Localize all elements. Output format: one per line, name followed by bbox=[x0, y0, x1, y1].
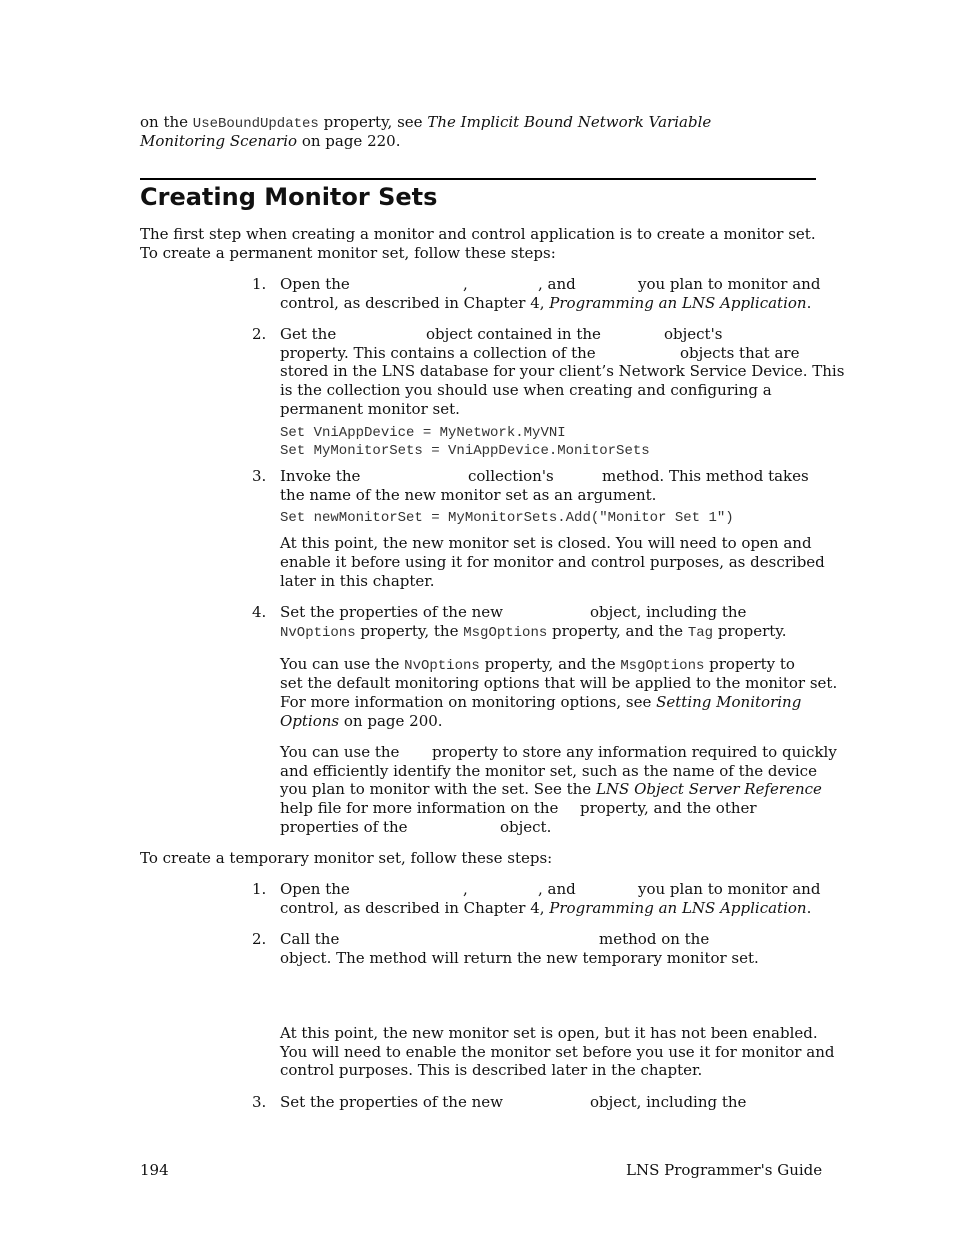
code-inline: NvOptions bbox=[404, 658, 480, 674]
intro-line-2 bbox=[140, 132, 400, 151]
step-text-line bbox=[280, 780, 822, 799]
text-fragment: property, see bbox=[318, 113, 428, 131]
page-number: 194 bbox=[140, 1161, 169, 1179]
reference-title: The Implicit Bound Network Variable bbox=[427, 113, 712, 131]
reference-title: Programming an LNS Application bbox=[549, 899, 807, 917]
step-text: , and bbox=[538, 275, 576, 293]
code-line: Set VniAppDevice = MyNetwork.MyVNI bbox=[280, 425, 566, 441]
step-text: property to store any information required to quickly bbox=[432, 743, 837, 761]
step-text: control purposes. This is described later in the chapter. bbox=[280, 1061, 703, 1079]
text-fragment: For more information on monitoring options, see bbox=[280, 693, 657, 711]
code-inline: MsgOptions bbox=[620, 658, 705, 674]
step-text: Invoke the bbox=[280, 467, 361, 485]
step-text: object. The method will return the new temporary monitor set. bbox=[280, 949, 759, 967]
step-text: Open the bbox=[280, 275, 350, 293]
text-fragment: property to bbox=[704, 655, 795, 673]
paragraph-line: The first step when creating a monitor and control application is to create a monitor set. bbox=[140, 225, 816, 243]
step-text-line bbox=[280, 712, 443, 731]
footer-title: LNS Programmer's Guide bbox=[626, 1161, 823, 1179]
text-fragment: property. bbox=[713, 622, 787, 640]
reference-title: LNS Object Server Reference bbox=[595, 780, 822, 798]
step-text: object contained in the bbox=[426, 325, 601, 343]
step-text-line bbox=[280, 655, 795, 676]
text-fragment: control, as described in Chapter 4, bbox=[280, 899, 550, 917]
text-fragment: property, the bbox=[355, 622, 464, 640]
step-text: object, including the bbox=[590, 1093, 747, 1111]
reference-title: Monitoring Scenario bbox=[140, 132, 298, 150]
text-fragment: . bbox=[806, 294, 812, 312]
section-rule bbox=[140, 178, 816, 180]
step-text: objects that are bbox=[680, 344, 800, 362]
step-text: enable it before using it for monitor and control purposes, as described bbox=[280, 553, 825, 571]
step-text: method. This method takes bbox=[602, 467, 809, 485]
reference-title: Setting Monitoring bbox=[656, 693, 802, 711]
step-number: 4. bbox=[252, 603, 267, 621]
step-text: Set the properties of the new bbox=[280, 603, 503, 621]
reference-title: Programming an LNS Application bbox=[549, 294, 807, 312]
step-text: collection's bbox=[468, 467, 554, 485]
text-fragment: control, as described in Chapter 4, bbox=[280, 294, 550, 312]
step-text: properties of the bbox=[280, 818, 408, 836]
text-fragment: You can use the bbox=[280, 655, 405, 673]
text-fragment: property, and the bbox=[547, 622, 688, 640]
text-fragment: you plan to monitor with the set. See the bbox=[280, 780, 596, 798]
intro-line-1 bbox=[140, 113, 711, 134]
code-inline: MsgOptions bbox=[463, 625, 548, 641]
step-number: 1. bbox=[252, 880, 267, 898]
text-fragment: . bbox=[806, 899, 812, 917]
step-text: At this point, the new monitor set is closed. You will need to open and bbox=[280, 534, 812, 552]
step-text: the name of the new monitor set as an argument. bbox=[280, 486, 657, 504]
reference-title: Options bbox=[280, 712, 340, 730]
code-line: Set MyMonitorSets = VniAppDevice.MonitorSets bbox=[280, 443, 650, 459]
step-text: Call the bbox=[280, 930, 340, 948]
step-text: property, and the other bbox=[580, 799, 757, 817]
step-text: You will need to enable the monitor set before you use it for monitor and bbox=[280, 1043, 835, 1061]
code-inline: Tag bbox=[687, 625, 714, 641]
step-text-line bbox=[280, 294, 811, 313]
step-text-line bbox=[280, 693, 801, 712]
step-text: and efficiently identify the monitor set, such as the name of the device bbox=[280, 762, 817, 780]
step-text: You can use the bbox=[280, 743, 400, 761]
step-text: you plan to monitor and bbox=[638, 275, 821, 293]
step-text: method on the bbox=[599, 930, 710, 948]
step-text: , bbox=[463, 275, 468, 293]
text-fragment: property, and the bbox=[479, 655, 621, 673]
step-text: help file for more information on the bbox=[280, 799, 559, 817]
step-text: Open the bbox=[280, 880, 350, 898]
text-fragment: on the bbox=[140, 113, 193, 131]
step-number: 1. bbox=[252, 275, 267, 293]
step-number: 2. bbox=[252, 930, 267, 948]
step-text: set the default monitoring options that will be applied to the monitor set. bbox=[280, 674, 838, 692]
step-number: 3. bbox=[252, 467, 267, 485]
step-number: 2. bbox=[252, 325, 267, 343]
step-text: permanent monitor set. bbox=[280, 400, 460, 418]
step-text-line bbox=[280, 622, 787, 643]
code-inline: NvOptions bbox=[280, 625, 356, 641]
step-text: property. This contains a collection of the bbox=[280, 344, 596, 362]
step-text: is the collection you should use when creating and configuring a bbox=[280, 381, 772, 399]
text-fragment: on page 220. bbox=[297, 132, 401, 150]
code-line: Set newMonitorSet = MyMonitorSets.Add("Monitor Set 1") bbox=[280, 510, 734, 526]
paragraph-line: To create a temporary monitor set, follow these steps: bbox=[140, 849, 553, 867]
paragraph-line: To create a permanent monitor set, follow these steps: bbox=[140, 244, 556, 262]
step-text: , and bbox=[538, 880, 576, 898]
step-text: Get the bbox=[280, 325, 337, 343]
section-heading: Creating Monitor Sets bbox=[140, 183, 438, 211]
step-text: Set the properties of the new bbox=[280, 1093, 503, 1111]
step-text: object, including the bbox=[590, 603, 747, 621]
step-text: you plan to monitor and bbox=[638, 880, 821, 898]
step-text-line bbox=[280, 899, 811, 918]
code-inline: UseBoundUpdates bbox=[192, 116, 319, 132]
step-text: object. bbox=[500, 818, 552, 836]
step-text: later in this chapter. bbox=[280, 572, 435, 590]
step-text: At this point, the new monitor set is open, but it has not been enabled. bbox=[280, 1024, 818, 1042]
step-text: object's bbox=[664, 325, 723, 343]
step-text: , bbox=[463, 880, 468, 898]
step-number: 3. bbox=[252, 1093, 267, 1111]
text-fragment: on page 200. bbox=[339, 712, 443, 730]
step-text: stored in the LNS database for your client’s Network Service Device. This bbox=[280, 362, 845, 380]
